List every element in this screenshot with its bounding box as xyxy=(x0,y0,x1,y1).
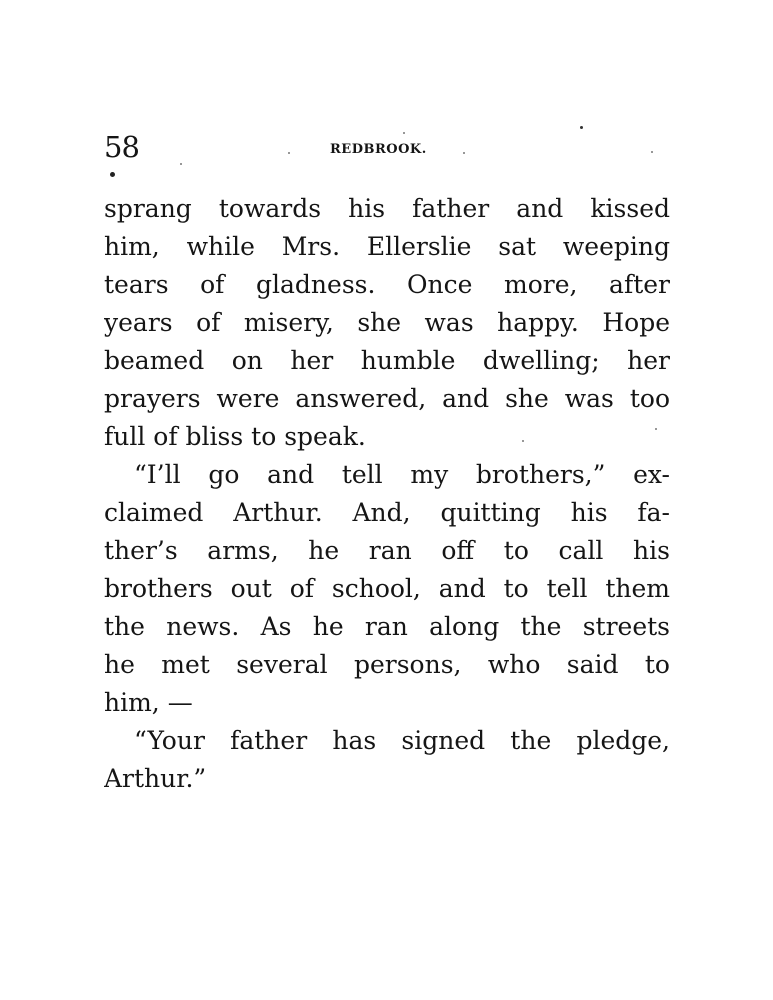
print-speck xyxy=(655,428,657,430)
text-line: sprang towards his father and kissed xyxy=(104,194,670,223)
print-speck xyxy=(180,163,182,165)
text-line: him, — xyxy=(104,688,193,717)
text-line: the news. As he ran along the streets xyxy=(104,612,670,641)
text-line: brothers out of school, and to tell them xyxy=(104,574,670,603)
print-speck xyxy=(651,151,653,153)
text-line: ther’s arms, he ran off to call his xyxy=(104,536,670,565)
text-line: claimed Arthur. And, quitting his fa- xyxy=(104,498,670,527)
print-speck xyxy=(522,440,524,442)
text-line: “I’ll go and tell my brothers,” ex- xyxy=(134,460,670,489)
text-line: “Your father has signed the pledge, xyxy=(134,726,670,755)
running-head: REDBROOK. xyxy=(330,142,427,157)
text-line: he met several persons, who said to xyxy=(104,650,670,679)
print-speck xyxy=(110,172,115,177)
page-number: 58 xyxy=(104,130,139,164)
print-speck xyxy=(403,132,405,134)
print-speck xyxy=(463,152,465,154)
print-speck xyxy=(580,126,583,129)
text-line: years of misery, she was happy. Hope xyxy=(104,308,670,337)
print-speck xyxy=(288,152,290,154)
text-line: beamed on her humble dwelling; her xyxy=(104,346,670,375)
text-line: full of bliss to speak. xyxy=(104,422,366,451)
text-line: prayers were answered, and she was too xyxy=(104,384,670,413)
body-text xyxy=(104,190,670,798)
page-header xyxy=(104,130,670,170)
text-line: him, while Mrs. Ellerslie sat weeping xyxy=(104,232,670,261)
text-line: Arthur.” xyxy=(104,764,207,793)
text-line: tears of gladness. Once more, after xyxy=(104,270,670,299)
